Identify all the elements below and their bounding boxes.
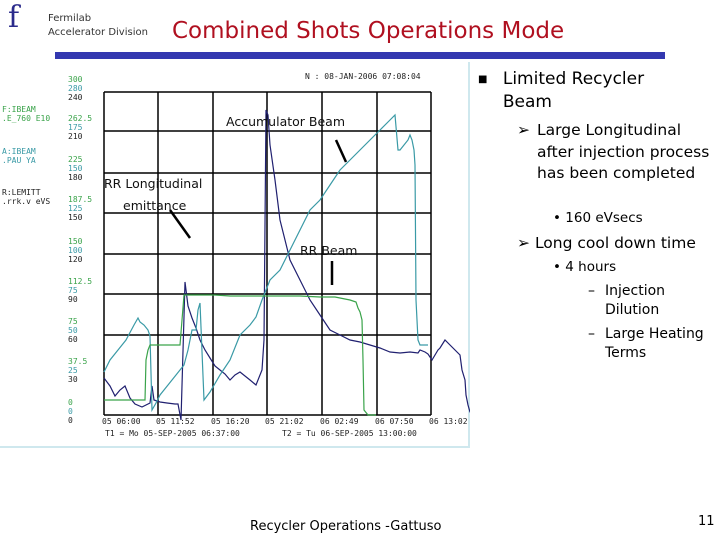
y-tick-label: 37.5: [68, 357, 88, 366]
bullet-injection-dilution: – Injection Dilution: [588, 283, 666, 318]
y-tick-label: 280: [68, 84, 83, 93]
fermilab-logo: f: [8, 0, 20, 35]
arrow-bullet-icon: ➢: [517, 121, 530, 139]
page-number: 11: [698, 514, 715, 529]
y-tick-label: 150: [68, 213, 83, 222]
trace-rr-emittance: [104, 110, 470, 420]
arrow-bullet-icon: ➢: [517, 234, 530, 252]
org-line2: Accelerator Division: [48, 27, 148, 38]
y-tick-label: 300: [68, 75, 83, 84]
bullet-1-1: ➢ Large Longitudinal after injection process has been completed: [517, 121, 710, 182]
y-tick-label: 75: [68, 317, 78, 326]
y-tick-label: 240: [68, 93, 83, 102]
t2-label: T2 = Tu 06-SEP-2005 13:00:00: [282, 429, 417, 438]
y-tick-label: 25: [68, 366, 78, 375]
t1-label: T1 = Mo 05-SEP-2005 06:37:00: [105, 429, 240, 438]
y-tick-label: 30: [68, 375, 78, 384]
annotation-accumulator-beam: Accumulator Beam: [226, 114, 345, 129]
square-bullet-icon: ■: [478, 74, 488, 85]
y-tick-label: 125: [68, 204, 83, 213]
x-tick-label: 05 16:20: [211, 417, 250, 426]
x-tick-label: 06 02:49: [320, 417, 359, 426]
y-tick-label: 210: [68, 132, 83, 141]
y-tick-label: 180: [68, 173, 83, 182]
bullet-1-2-1: • 4 hours: [553, 259, 617, 275]
x-tick-label: 05 06:00: [102, 417, 141, 426]
x-tick-label: 06 13:02: [429, 417, 468, 426]
y-tick-label: 75: [68, 286, 78, 295]
x-tick-label: 05 11:52: [156, 417, 195, 426]
x-tick-label: 05 21:02: [265, 417, 304, 426]
y-tick-label: 225: [68, 155, 83, 164]
y-tick-label: 262.5: [68, 114, 93, 123]
y-tick-label: 0: [68, 407, 73, 416]
annotation-emittance: emittance: [123, 198, 187, 213]
y-tick-label: 120: [68, 255, 83, 264]
y-tick-label: 60: [68, 335, 78, 344]
y-tick-label: 50: [68, 326, 78, 335]
y-tick-label: 112.5: [68, 277, 93, 286]
plot-timestamp: N : 08-JAN-2006 07:08:04: [305, 72, 421, 81]
slide-title: Combined Shots Operations Mode: [172, 18, 565, 44]
y-tick-label: 0: [68, 398, 73, 407]
y-tick-label: 90: [68, 295, 78, 304]
y-tick-label: 175: [68, 123, 83, 132]
x-tick-label: 06 07:50: [375, 417, 414, 426]
y-tick-label: 0: [68, 416, 73, 425]
left-label: F:IBEAM .E_760 E10: [2, 105, 51, 123]
y-tick-label: 187.5: [68, 195, 93, 204]
arrow-acc: [336, 140, 346, 162]
left-label: A:IBEAM .PAU YA: [2, 147, 36, 165]
y-tick-label: 150: [68, 164, 83, 173]
bullet-1-2: ➢ Long cool down time: [517, 234, 696, 252]
org-line1: Fermilab: [48, 13, 92, 24]
annotation-rr-longitudinal: RR Longitudinal: [104, 176, 203, 191]
left-label: R:LEMITT .rrk.v eVS: [2, 188, 51, 206]
y-tick-label: 100: [68, 246, 83, 255]
footer-text: Recycler Operations -Gattuso: [250, 519, 442, 534]
annotation-rr-beam: RR Beam: [300, 243, 358, 258]
arrow-emittance: [170, 210, 190, 238]
bullet-1-1-1: • 160 eVsecs: [553, 210, 643, 226]
y-tick-label: 150: [68, 237, 83, 246]
bullet-heating-terms: – Large Heating Terms: [588, 326, 704, 361]
bullet-1: ■ Limited Recycler Beam: [478, 69, 645, 112]
trace-rr-beam: [104, 295, 376, 415]
